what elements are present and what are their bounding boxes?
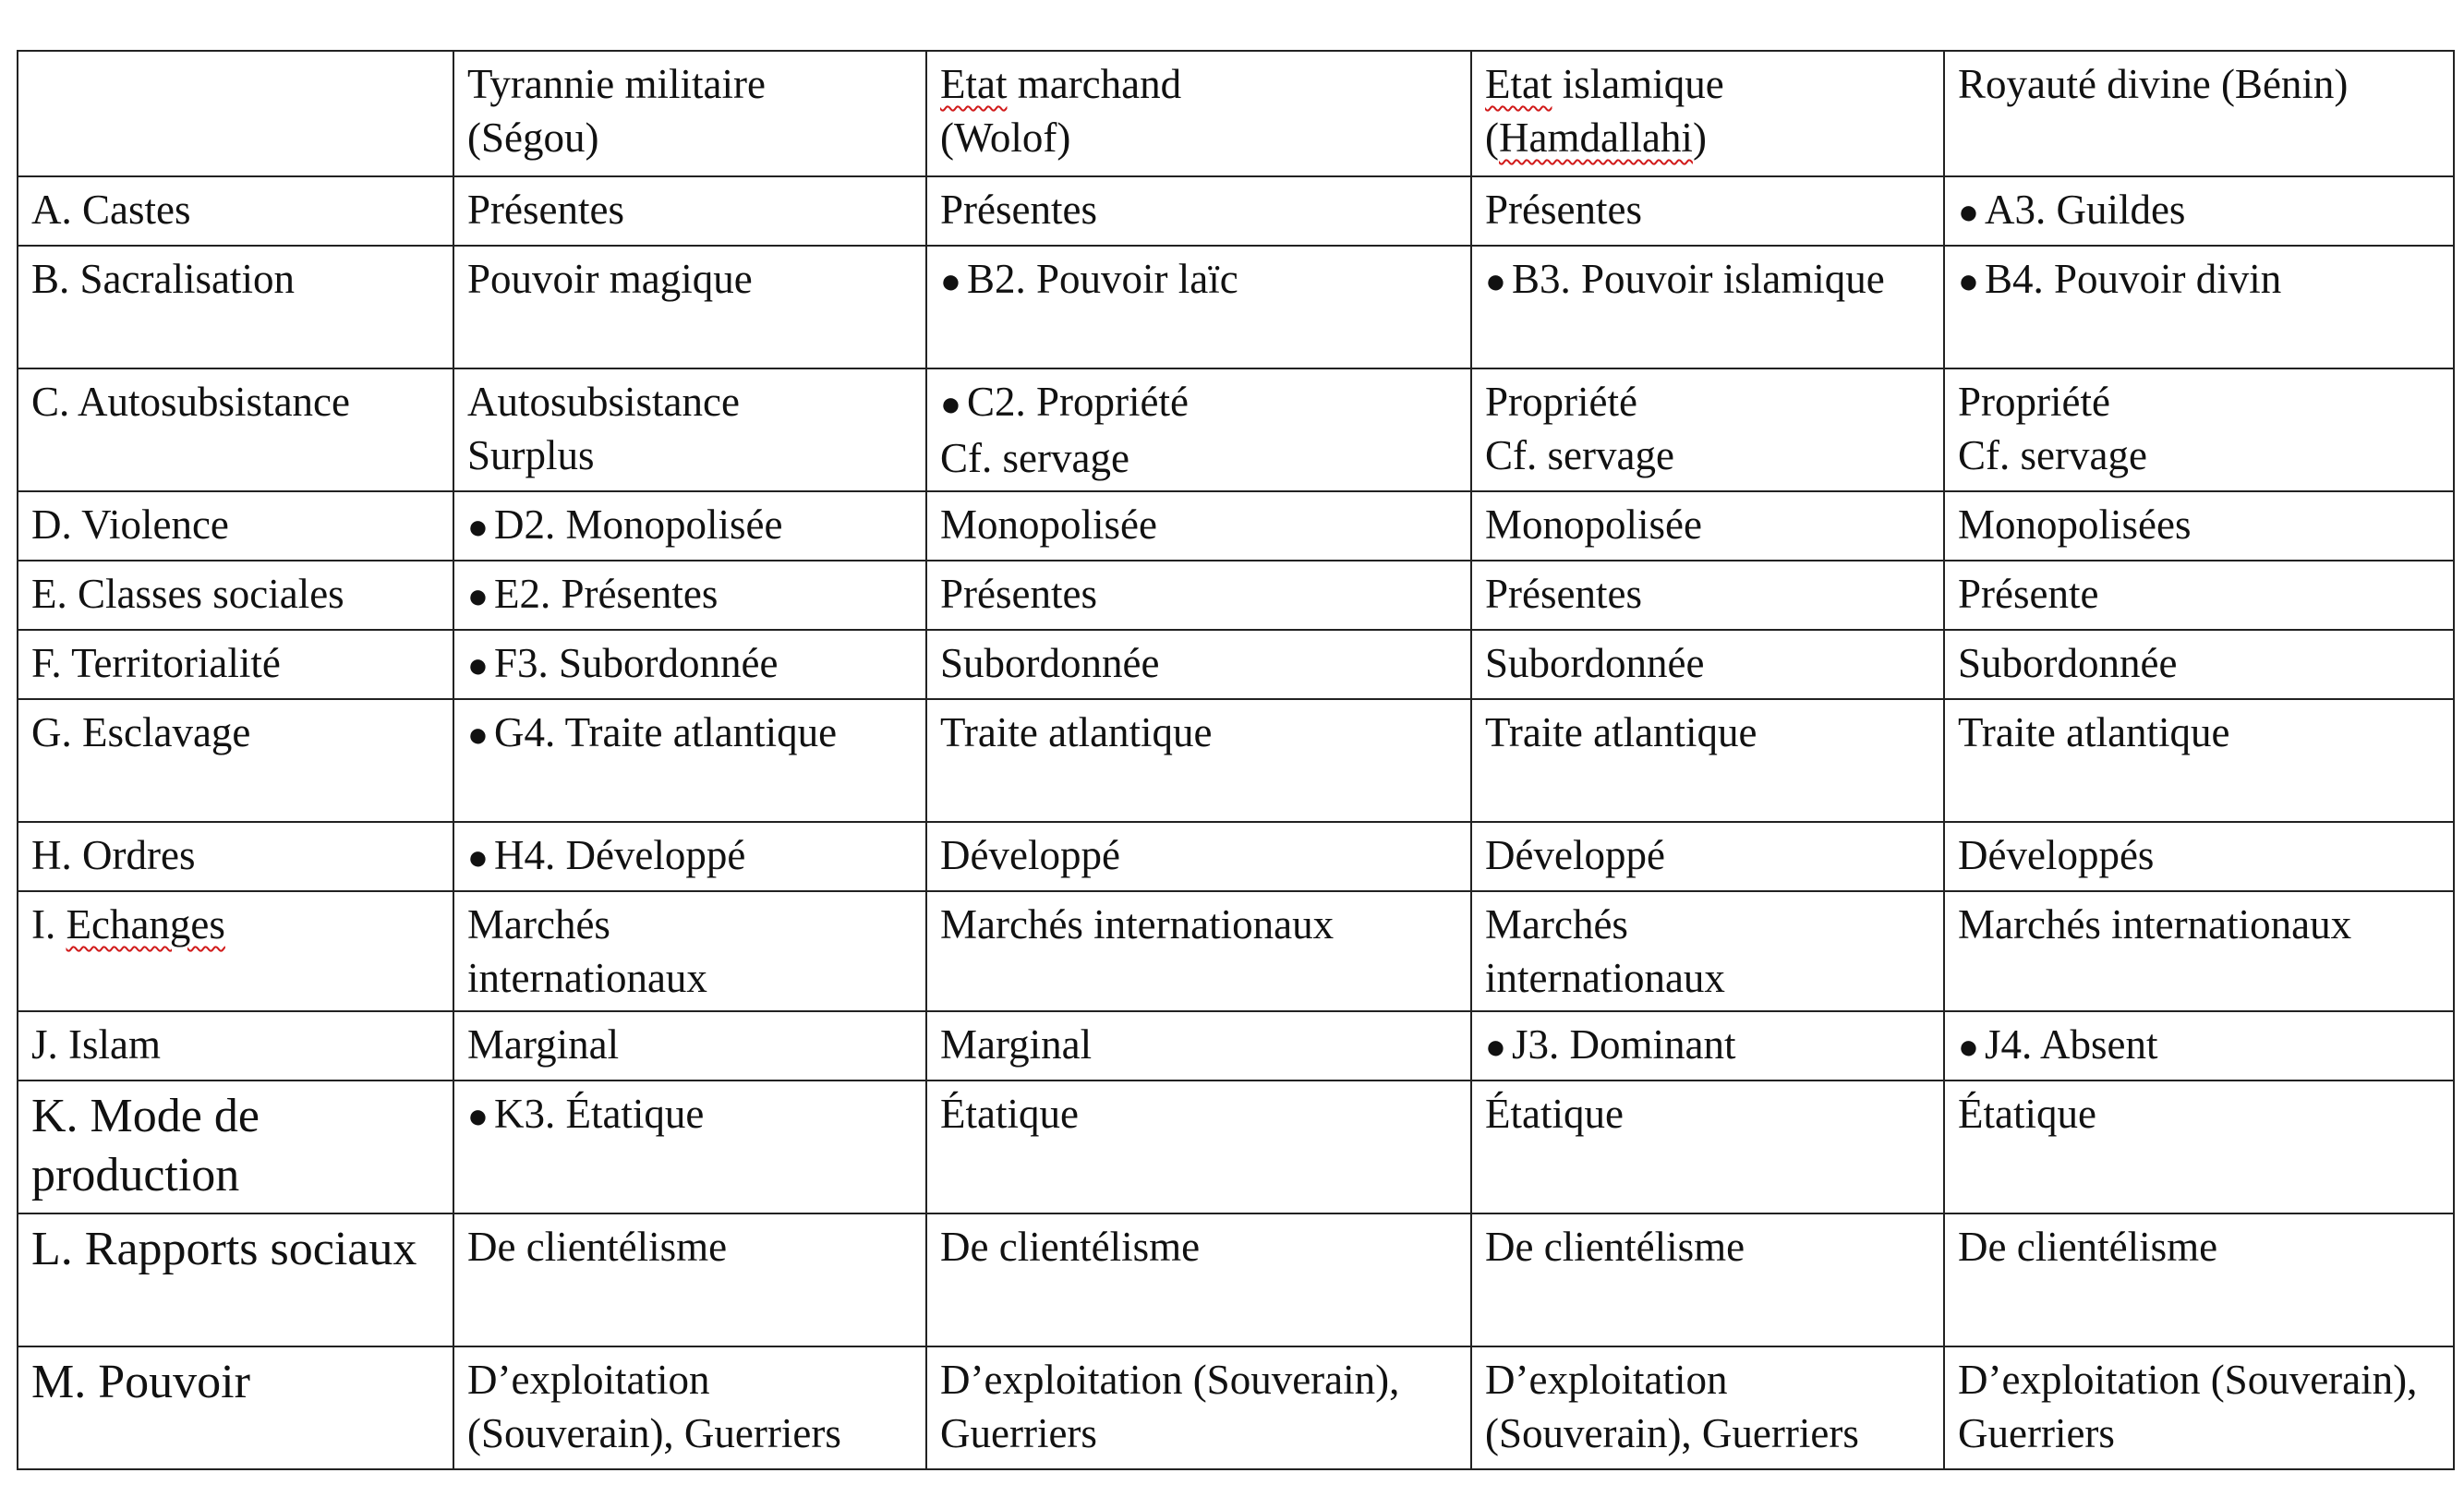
header-cell-empty [18,51,453,176]
cell-text: Marchés internationaux [940,901,1335,948]
cell-text: Présente [1958,571,2099,617]
table-row [18,822,2454,891]
cell-text: F3. Subordonnée [493,640,779,686]
table-row [18,561,2454,630]
cell-text: B3. Pouvoir islamique [1511,256,1885,302]
row-label: M. Pouvoir [31,1356,250,1408]
row-label: H. Ordres [31,832,196,878]
cell-text: Développé [1485,832,1665,878]
table-cell [453,699,926,822]
table-cell [453,630,926,699]
table-cell [926,491,1471,561]
bullet-marker-icon: ● [1485,262,1506,301]
table-row [18,491,2454,561]
table-cell [1944,1081,2454,1213]
table-cell [926,630,1471,699]
cell-text: Présentes [467,187,624,233]
row-label: E. Classes sociales [31,571,344,617]
table-cell [453,246,926,368]
table-cell [1471,1081,1944,1213]
row-label-cell [18,368,453,491]
cell-text: J3. Dominant [1511,1021,1736,1068]
table-cell [1471,1346,1944,1469]
table-cell [453,822,926,891]
row-label-cell [18,822,453,891]
row-label: L. Rapports sociaux [31,1223,417,1275]
cell-text: B4. Pouvoir divin [1984,256,2282,302]
row-label-cell [18,630,453,699]
table-cell [1944,1011,2454,1081]
table-row [18,891,2454,1011]
table-cell [1944,1213,2454,1346]
cell-text: H4. Développé [493,832,746,878]
cell-text: Traite atlantique [1958,709,2230,755]
cell-text: E2. Présentes [493,571,719,617]
table-cell [1471,630,1944,699]
table-cell [453,1081,926,1213]
cell-text: Traite atlantique [940,709,1213,755]
cell-text: Marchés internationaux [1958,901,2352,948]
cell-text: Étatique [940,1091,1079,1137]
table-cell [1471,891,1944,1011]
row-label-cell [18,176,453,246]
header-cell-segou: Tyrannie militaire (Ségou) [453,51,926,176]
cell-text: Marchés internationaux [1485,901,1725,1001]
table-cell [926,246,1471,368]
table-cell [926,1011,1471,1081]
table-cell [1471,561,1944,630]
cell-text: Marchés internationaux [467,901,707,1001]
cell-text: D’exploitation (Souverain), Guerriers [467,1357,841,1456]
table-cell [453,561,926,630]
cell-text: C2. Propriété Cf. servage [940,379,1189,481]
cell-text: Développé [940,832,1120,878]
table-cell [1471,368,1944,491]
table-cell [1944,176,2454,246]
table-row [18,699,2454,822]
bullet-marker-icon: ● [940,262,961,301]
cell-text: Présentes [940,571,1097,617]
bullet-marker-icon: ● [1485,1028,1506,1067]
table-cell [1471,699,1944,822]
row-label-cell [18,246,453,368]
table-cell [1944,1346,2454,1469]
bullet-marker-icon: ● [467,716,489,755]
row-label: K. Mode de production [31,1090,260,1201]
cell-text: Monopolisées [1958,501,2192,548]
row-label-cell [18,1011,453,1081]
table-cell [453,491,926,561]
spellcheck-underline: Etat [1485,61,1552,107]
table-cell [1471,246,1944,368]
table-cell [1471,176,1944,246]
bullet-marker-icon: ● [467,577,489,616]
row-label: A. Castes [31,187,191,233]
table-cell [1944,491,2454,561]
bullet-marker-icon: ● [1958,262,1979,301]
cell-text: D2. Monopolisée [493,501,783,548]
table-cell [926,822,1471,891]
table-cell [1944,630,2454,699]
cell-text: Étatique [1958,1091,2096,1137]
table-cell [453,1011,926,1081]
table-cell [453,368,926,491]
row-label: G. Esclavage [31,709,251,755]
table-cell [1471,822,1944,891]
cell-text: B2. Pouvoir laïc [966,256,1238,302]
row-label: D. Violence [31,501,229,548]
row-label-cell [18,699,453,822]
cell-text: J4. Absent [1984,1021,2158,1068]
bullet-marker-icon: ● [467,508,489,547]
table-row [18,1011,2454,1081]
table-cell [926,1081,1471,1213]
table-cell [926,1346,1471,1469]
table-cell [1944,891,2454,1011]
cell-text: Subordonnée [940,640,1160,686]
row-label-cell [18,561,453,630]
row-label-cell [18,1081,453,1213]
cell-text: Présentes [940,187,1097,233]
table-cell [1471,1213,1944,1346]
cell-text: Propriété Cf. servage [1958,379,2147,478]
row-label-cell [18,491,453,561]
cell-text: A3. Guildes [1984,187,2186,233]
comparison-table [17,50,2455,1470]
row-label: J. Islam [31,1021,161,1068]
table-cell [453,1346,926,1469]
cell-text: K3. Étatique [493,1091,705,1137]
header-row [18,51,2454,176]
spellcheck-underline: Hamdallahi [1499,115,1693,161]
table-cell [1471,491,1944,561]
cell-text: Étatique [1485,1091,1624,1137]
bullet-marker-icon: ● [467,646,489,685]
row-label-cell [18,1213,453,1346]
cell-text: Autosubsistance Surplus [467,379,740,478]
cell-text: Développés [1958,832,2155,878]
cell-text: G4. Traite atlantique [493,709,838,755]
row-label: C. Autosubsistance [31,379,350,425]
table-cell [1944,822,2454,891]
cell-text: D’exploitation (Souverain), Guerriers [1485,1357,1859,1456]
cell-text: Marginal [940,1021,1093,1068]
table-row [18,368,2454,491]
table-cell [926,368,1471,491]
table-row [18,246,2454,368]
cell-text: D’exploitation (Souverain), Guerriers [940,1357,1400,1456]
table-cell [453,1213,926,1346]
cell-text: Monopolisée [1485,501,1702,548]
bullet-marker-icon: ● [467,839,489,877]
cell-text: De clientélisme [1958,1224,2218,1270]
table-row [18,176,2454,246]
table-cell [926,561,1471,630]
table-row [18,1081,2454,1213]
table-cell [926,891,1471,1011]
table-cell [453,891,926,1011]
bullet-marker-icon: ● [1958,1028,1979,1067]
cell-text: Marginal [467,1021,620,1068]
table-row [18,1213,2454,1346]
table-cell [1944,368,2454,491]
cell-text: Pouvoir magique [467,256,753,302]
cell-text: Subordonnée [1958,640,2178,686]
bullet-marker-icon: ● [467,1097,489,1136]
row-label-cell [18,891,453,1011]
spellcheck-underline: Etat [940,61,1008,107]
bullet-marker-icon: ● [940,385,961,424]
cell-text: Présentes [1485,187,1642,233]
table-cell [926,699,1471,822]
cell-text: De clientélisme [467,1224,728,1270]
row-label: B. Sacralisation [31,256,295,302]
table-row [18,630,2454,699]
bullet-marker-icon: ● [1958,193,1979,232]
cell-text: Propriété Cf. servage [1485,379,1674,478]
row-label: F. Territorialité [31,640,281,686]
cell-text: Présentes [1485,571,1642,617]
table-cell [1944,699,2454,822]
cell-text: Subordonnée [1485,640,1705,686]
cell-text: Traite atlantique [1485,709,1757,755]
table-cell [1944,561,2454,630]
header-cell-benin: Royauté divine (Bénin) [1944,51,2454,176]
table-cell [926,176,1471,246]
table-cell [1944,246,2454,368]
table-cell [926,1213,1471,1346]
header-cell-wolof: Etat marchand (Wolof) [926,51,1471,176]
table-row [18,1346,2454,1469]
header-cell-hamdallahi: Etat islamique (Hamdallahi) [1471,51,1944,176]
table-cell [1471,1011,1944,1081]
table-cell [453,176,926,246]
cell-text: Monopolisée [940,501,1157,548]
spellcheck-underline: Echanges [66,901,225,948]
cell-text: De clientélisme [940,1224,1201,1270]
row-label-cell [18,1346,453,1469]
row-label: I. Echanges [31,901,225,948]
cell-text: De clientélisme [1485,1224,1745,1270]
cell-text: D’exploitation (Souverain), Guerriers [1958,1357,2418,1456]
